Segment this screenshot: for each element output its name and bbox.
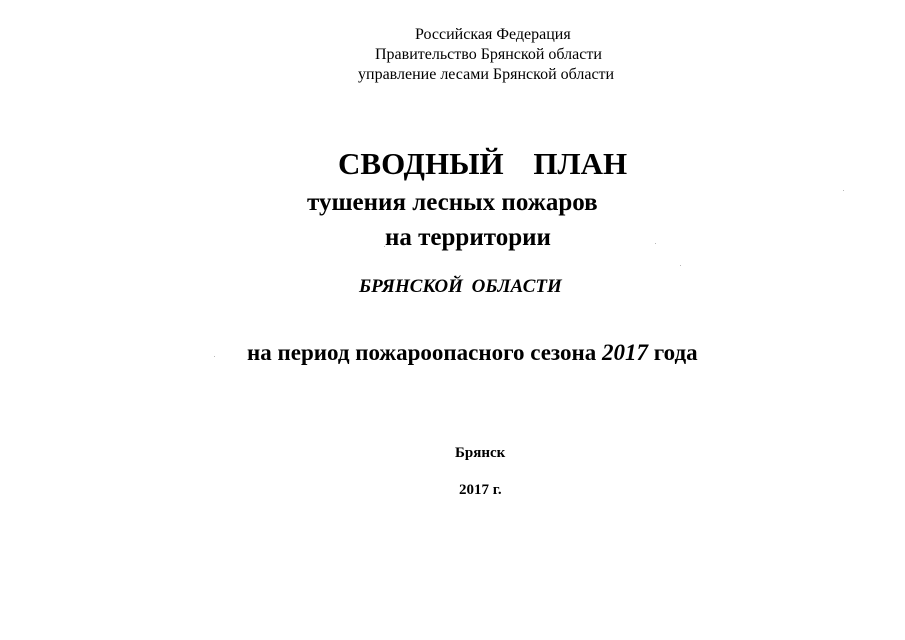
scan-speck [214,356,215,357]
period-line [247,341,698,364]
scan-speck [384,246,385,247]
period-suffix: года [653,340,698,365]
region-name: БРЯНСКОЙ ОБЛАСТИ [359,276,562,297]
scan-speck [680,265,681,266]
header-country: Российская Федерация [415,26,571,43]
title-line-1: СВОДНЫЙ ПЛАН [338,146,628,181]
document-date: 2017 г. [459,482,502,498]
period-year: 2017 [602,340,649,365]
title-line-2: тушения лесных пожаров [307,189,598,216]
scan-speck [655,243,656,244]
header-government: Правительство Брянской области [375,46,602,63]
title-line-3: на территории [385,224,551,251]
header-forestry-department: управление лесами Брянской области [358,66,615,83]
scan-speck [843,190,844,191]
period-prefix: на период пожароопасного сезона [247,340,597,365]
city: Брянск [455,445,506,461]
